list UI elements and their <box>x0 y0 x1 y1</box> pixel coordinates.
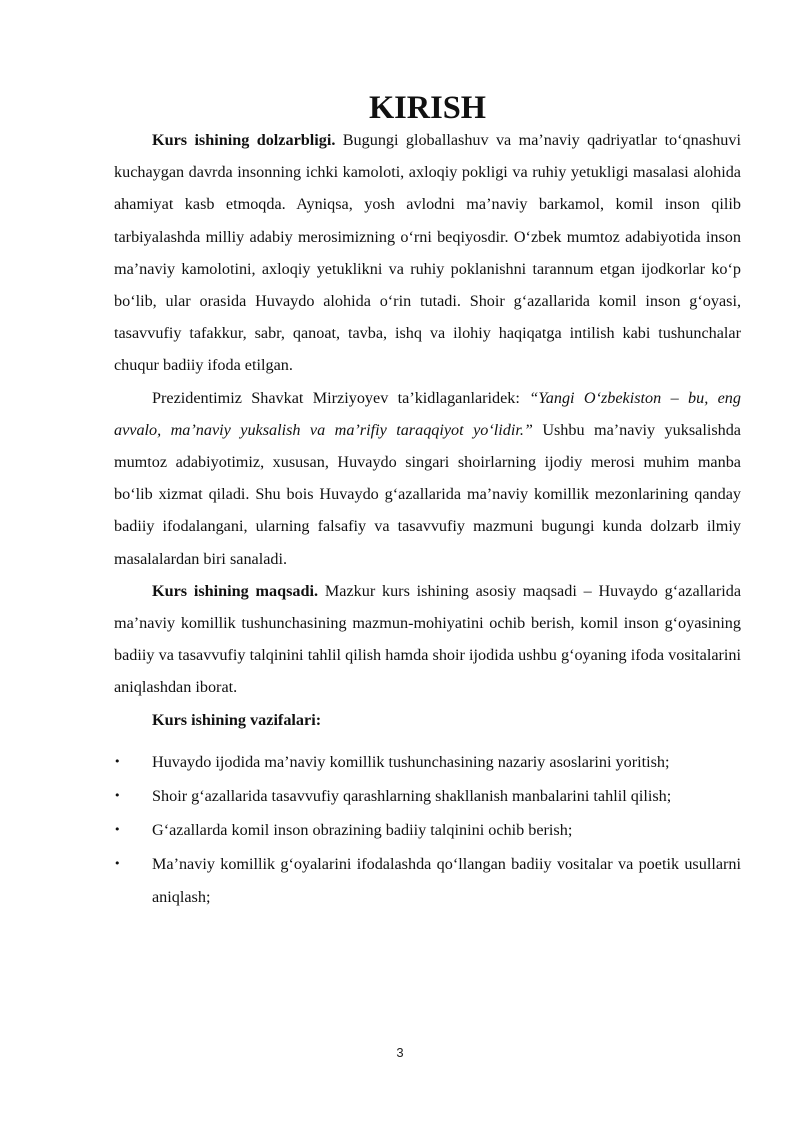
goal-paragraph <box>114 575 741 704</box>
president-text: Ushbu ma’naviy yuksalishda mumtoz adabiyotimiz, xususan, Huvaydo singari shoirlarning ijodiy merosi muhim manba bo‘lib xizmat qiladi. Shu bois Huvaydo g‘azallarida ma’naviy komillik mezonlarining qanday badiiy ifodalangani, ularning falsafiy va tasavvufiy mazmuni bugungi kunda dolzarb ilmiy masalalardan biri sanaladi. <box>114 420 741 568</box>
page-number: 3 <box>396 1045 404 1060</box>
bullet-icon: • <box>114 754 121 768</box>
relevance-paragraph <box>114 124 741 382</box>
list-item <box>114 746 741 778</box>
bullet-icon: • <box>114 857 121 871</box>
list-item <box>114 814 741 846</box>
relevance-text: Bugungi globallashuv va ma’naviy qadriyatlar to‘qnashuvi kuchaygan davrda insonning ichki kamoloti, axloqiy pokligi va ruhiy yetukligi masalasi alohida ahamiyat kasb etmoqda. Ayniqsa, yosh avlodni ma’naviy barkamol, komil inson qilib tarbiyalashda milliy adabiy merosimizning o‘rni beqiyosdir. O‘zbek mumtoz adabiyotida inson ma’naviy kamolotini, axloqiy yetuklikni va ruhiy poklanishni tarannum etgan ijodkorlar ko‘p bo‘lib, ular orasida Huvaydo alohida o‘rin tutadi. Shoir g‘azallarida komil inson g‘oyasi, tasavvufiy tafakkur, sabr, qanoat, tavba, ishq va ilohiy haqiqatga intilish kabi tushunchalar chuqur badiiy ifoda etilgan. <box>114 131 741 375</box>
president-intro: Prezidentimiz Shavkat Mirziyoyev ta’kidlaganlaridek: <box>152 388 530 407</box>
page-content <box>114 92 741 915</box>
list-item <box>114 780 741 812</box>
task-text: Huvaydo ijodida ma’naviy komillik tushunchasining nazariy asoslarini yoritish; <box>152 752 670 771</box>
tasks-list <box>114 746 741 913</box>
president-quote: “Yangi O‘zbekiston – bu, eng avvalo, ma’naviy yuksalish va ma’rifiy taraqqiyot yo‘lidir.” <box>114 388 741 439</box>
page-heading: KIRISH <box>368 90 486 126</box>
task-text: G‘azallarda komil inson obrazining badiiy talqinini ochib berish; <box>152 821 573 840</box>
task-text: Ma’naviy komillik g‘oyalarini ifodalashda qo‘llangan badiiy vositalar va poetik usullarni aniqlash; <box>152 855 741 906</box>
task-text: Shoir g‘azallarida tasavvufiy qarashlarning shakllanish manbalarini tahlil qilish; <box>152 787 672 806</box>
goal-text: Mazkur kurs ishining asosiy maqsadi – Huvaydo g‘azallarida ma’naviy komillik tushunchasining mazmun-mohiyatini ochib berish, komil inson g‘oyasining badiiy va tasavvufiy talqinini tahlil qilish hamda shoir ijodida ushbu g‘oyaning ifoda vositalarini aniqlashdan iborat. <box>114 581 741 697</box>
goal-lead: Kurs ishining maqsadi. <box>152 581 319 600</box>
list-item <box>114 848 741 912</box>
bullet-icon: • <box>114 789 121 803</box>
bullet-icon: • <box>114 823 121 837</box>
president-paragraph <box>114 382 741 575</box>
relevance-lead: Kurs ishining dolzarbligi. <box>152 131 336 149</box>
tasks-title: Kurs ishining vazifalari: <box>152 710 322 729</box>
